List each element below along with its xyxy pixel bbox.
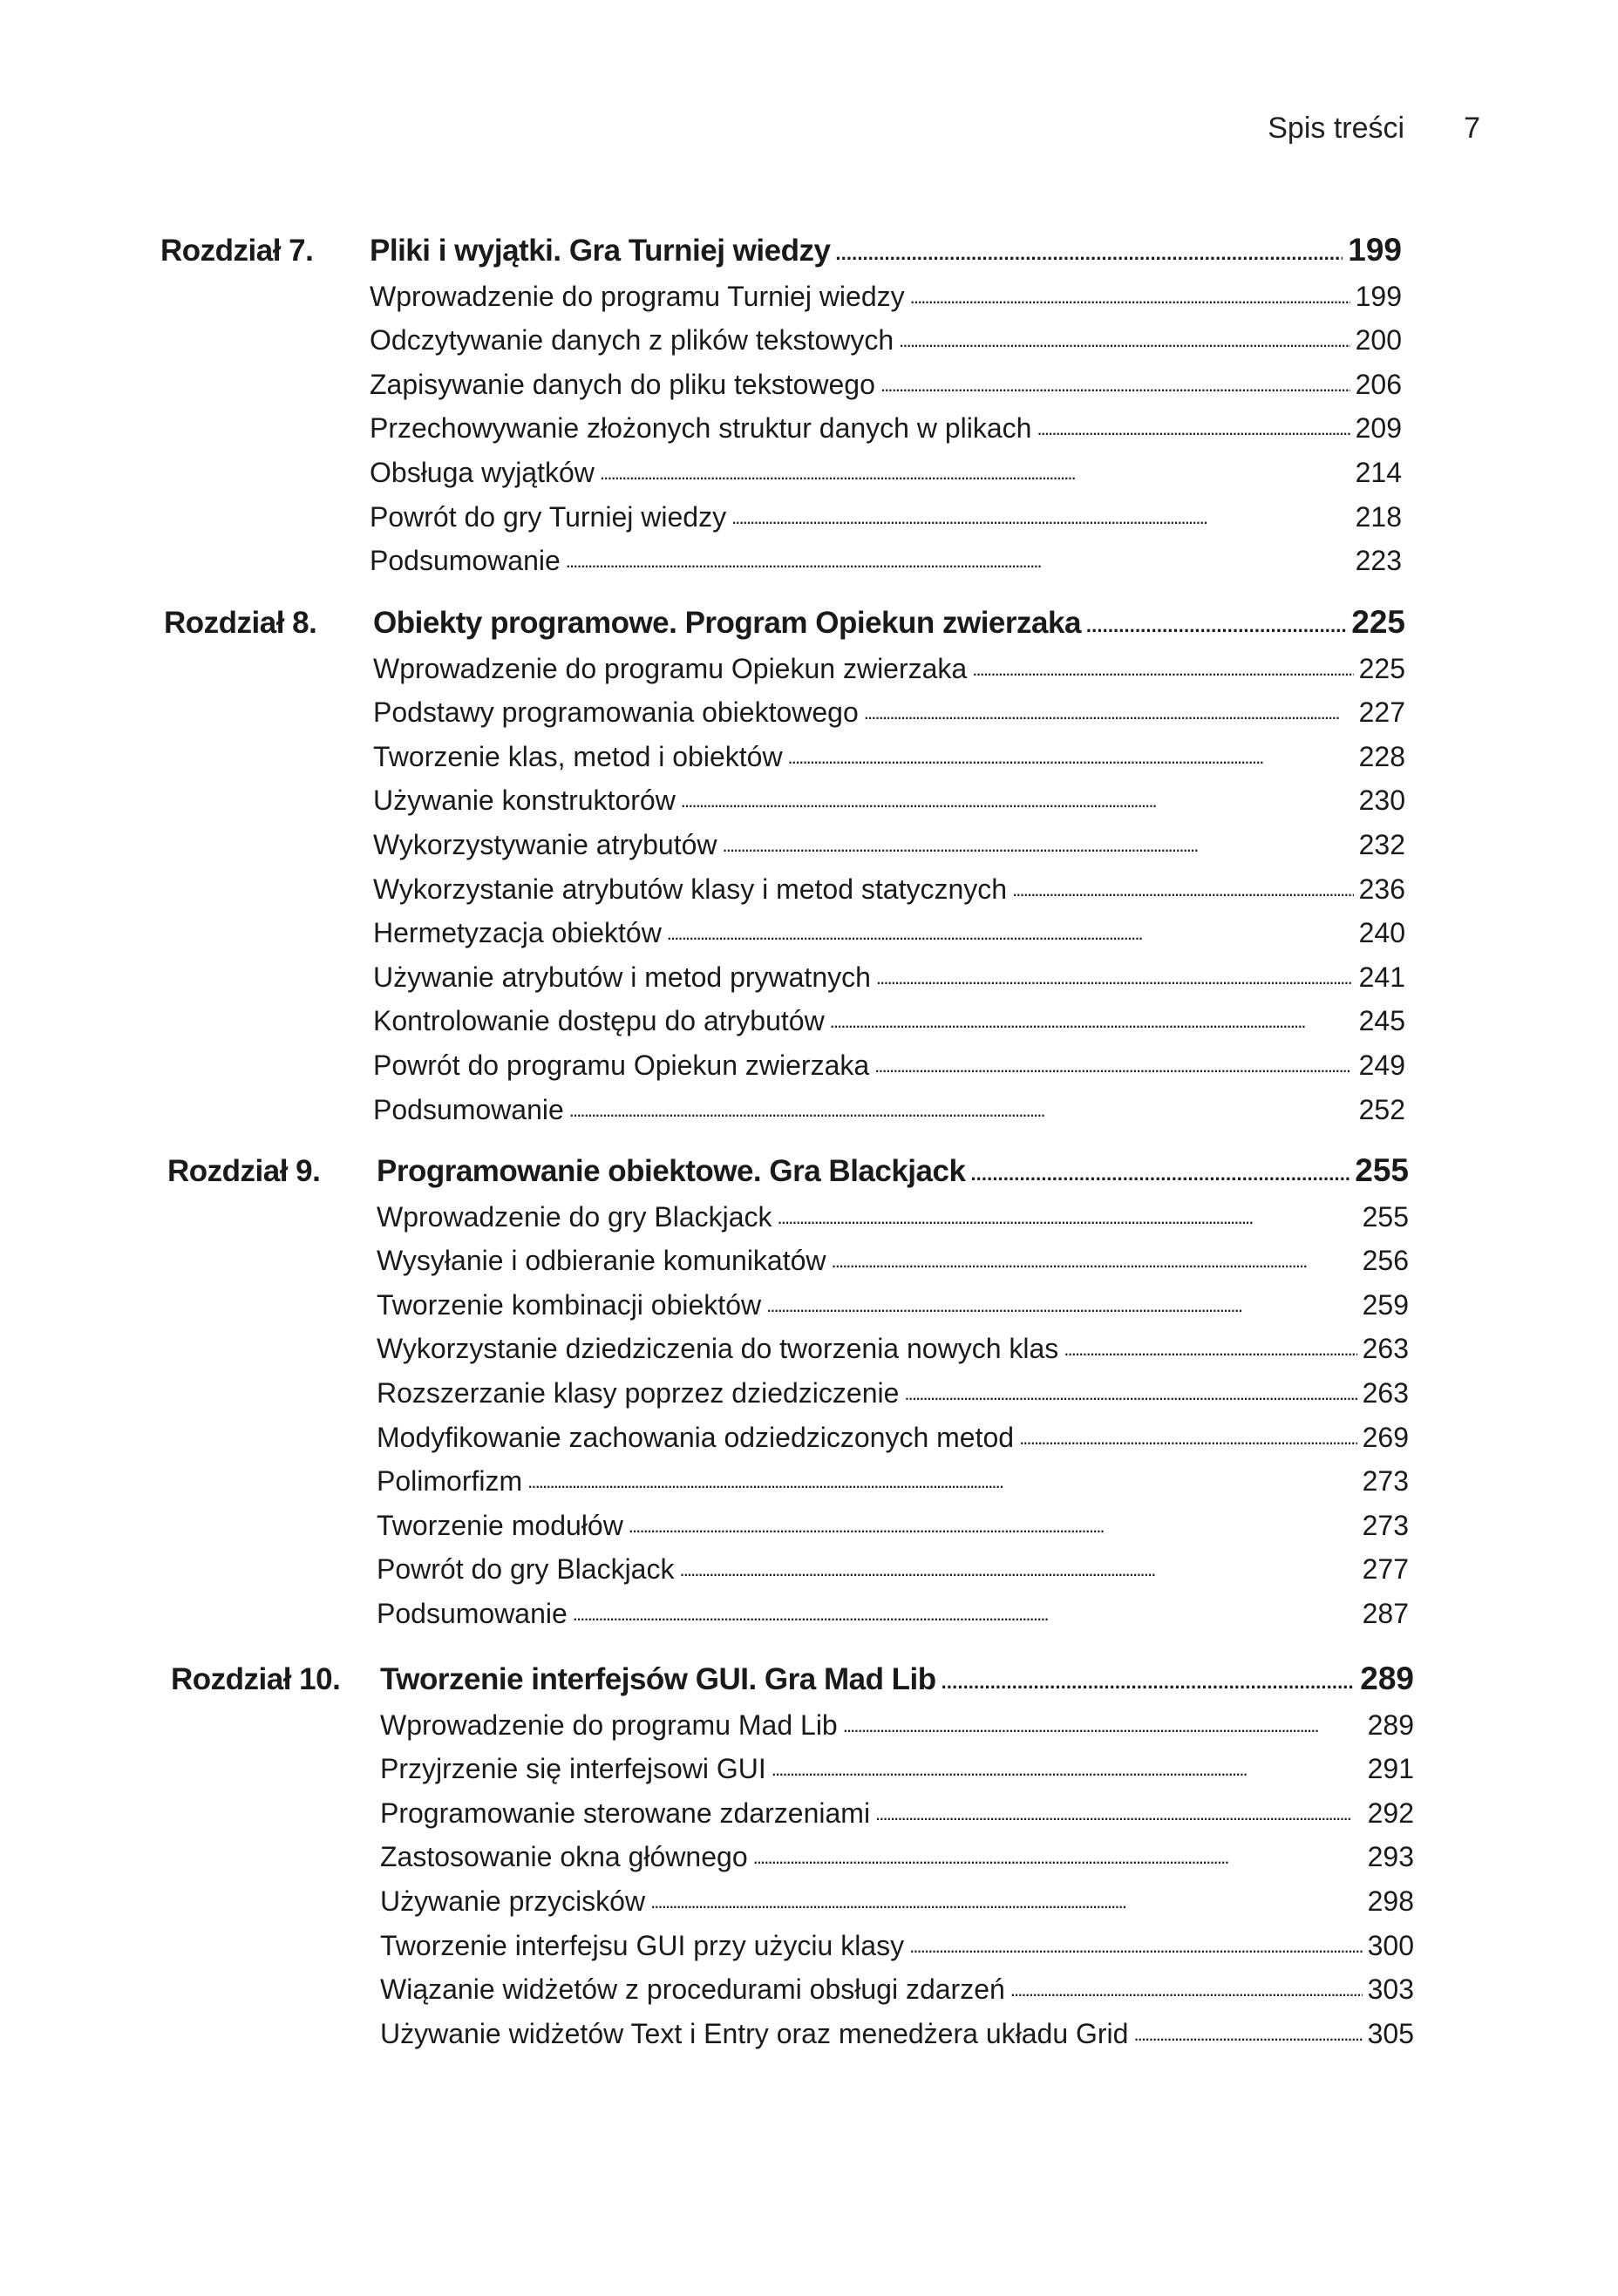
toc-chapter: [164, 592, 1405, 1126]
entry-title: Zastosowanie okna głównego: [380, 1841, 748, 1873]
toc-entry[interactable]: [377, 1365, 1409, 1410]
toc-chapter: [167, 1140, 1409, 1630]
toc-entry[interactable]: [377, 1498, 1409, 1542]
chapter-page: 225: [1351, 604, 1405, 640]
toc-entry[interactable]: [380, 1785, 1414, 1830]
chapter-label: Rozdział 9.: [167, 1154, 321, 1188]
dot-leader: [566, 544, 1350, 577]
toc-entry[interactable]: [377, 1321, 1409, 1366]
entry-page: 230: [1358, 785, 1405, 817]
toc-entry[interactable]: [370, 268, 1402, 313]
entry-page: 255: [1362, 1200, 1409, 1233]
chapter-label: Rozdział 7.: [160, 234, 314, 268]
entry-page: 236: [1358, 873, 1405, 905]
chapter-title: Programowanie obiektowe. Gra Blackjack: [377, 1154, 966, 1188]
toc-entry[interactable]: [373, 685, 1405, 730]
entry-page: 228: [1358, 740, 1405, 772]
entry-title: Używanie przycisków: [380, 1885, 646, 1917]
entry-page: 292: [1367, 1797, 1414, 1829]
entry-page: 252: [1358, 1093, 1405, 1125]
running-header: [1268, 112, 1480, 146]
entry-page: 269: [1362, 1421, 1409, 1453]
toc-entry[interactable]: [377, 1277, 1409, 1321]
entry-title: Podsumowanie: [370, 545, 561, 577]
toc-entry[interactable]: [380, 1918, 1414, 1962]
toc-entry[interactable]: [373, 949, 1405, 994]
toc-entry[interactable]: [373, 817, 1405, 861]
entry-title: Wykorzystanie dziedziczenia do tworzenia nowych klas: [377, 1333, 1059, 1365]
dot-leader: [1010, 1973, 1363, 2006]
toc-entry[interactable]: [380, 1962, 1414, 2007]
dot-leader: [731, 500, 1350, 533]
dot-leader: [874, 1049, 1353, 1082]
chapter-label: Rozdział 10.: [171, 1662, 341, 1696]
dot-leader: [1133, 2017, 1362, 2050]
entry-title: Wprowadzenie do programu Mad Lib: [380, 1708, 838, 1741]
dot-leader: [723, 828, 1354, 861]
toc-chapter: [171, 1648, 1414, 2050]
entry-title: Rozszerzanie klasy poprzez dziedziczenie: [377, 1376, 900, 1409]
toc-entry[interactable]: [373, 994, 1405, 1038]
dot-leader: [909, 1929, 1363, 1962]
toc-entry[interactable]: [377, 1542, 1409, 1586]
entry-title: Wprowadzenie do gry Blackjack: [377, 1200, 772, 1233]
entry-title: Podstawy programowania obiektowego: [373, 696, 859, 729]
chapter-heading[interactable]: [160, 220, 1402, 268]
dot-leader: [880, 368, 1350, 401]
entry-title: Używanie atrybutów i metod prywatnych: [373, 961, 871, 993]
entry-page: 227: [1358, 696, 1405, 729]
entry-page: 256: [1362, 1245, 1409, 1277]
dot-leader: [1037, 411, 1349, 445]
entry-title: Używanie konstruktorów: [373, 785, 676, 817]
toc-entry[interactable]: [377, 1410, 1409, 1454]
toc-entry[interactable]: [377, 1454, 1409, 1498]
entry-page: 225: [1358, 652, 1405, 684]
toc-entry[interactable]: [373, 861, 1405, 906]
dot-leader: [1064, 1332, 1356, 1365]
entry-title: Powrót do gry Turniej wiedzy: [370, 500, 727, 533]
toc-entry[interactable]: [373, 906, 1405, 950]
dot-leader: [830, 1004, 1354, 1037]
entry-page: 273: [1362, 1509, 1409, 1541]
dot-leader: [681, 784, 1354, 817]
dot-leader: [1086, 616, 1346, 641]
chapter-page: 255: [1355, 1152, 1409, 1188]
dot-leader: [778, 1200, 1357, 1233]
entry-title: Zapisywanie danych do pliku tekstowego: [370, 368, 875, 400]
entry-page: 259: [1362, 1288, 1409, 1321]
entry-page: 305: [1367, 2017, 1414, 2049]
chapter-title: Obiekty programowe. Program Opiekun zwierzaka: [373, 606, 1081, 640]
entry-title: Programowanie sterowane zdarzeniami: [380, 1797, 871, 1829]
entry-page: 240: [1358, 917, 1405, 949]
entry-page: 263: [1362, 1333, 1409, 1365]
dot-leader: [970, 1165, 1349, 1189]
toc-entry[interactable]: [373, 641, 1405, 685]
dot-leader: [942, 1673, 1356, 1697]
toc-entry[interactable]: [373, 773, 1405, 818]
dot-leader: [1012, 873, 1354, 906]
chapter-title: Pliki i wyjątki. Gra Turniej wiedzy: [370, 234, 831, 268]
dot-leader: [832, 1244, 1357, 1277]
entry-title: Polimorfizm: [377, 1465, 523, 1498]
chapter-heading[interactable]: [167, 1140, 1409, 1189]
dot-leader: [788, 740, 1354, 773]
dot-leader: [1019, 1421, 1357, 1454]
dot-leader: [876, 961, 1354, 994]
entry-title: Hermetyzacja obiektów: [373, 917, 662, 949]
entry-page: 223: [1355, 545, 1402, 577]
page-number: 7: [1464, 112, 1480, 145]
toc-entry[interactable]: [377, 1586, 1409, 1630]
toc-entry[interactable]: [370, 401, 1402, 445]
dot-leader: [650, 1885, 1363, 1918]
entry-title: Tworzenie klas, metod i obiektów: [373, 740, 783, 772]
entry-title: Podsumowanie: [373, 1093, 564, 1125]
entry-title: Tworzenie interfejsu GUI przy użyciu klasy: [380, 1929, 905, 1961]
entry-page: 303: [1367, 1973, 1414, 2006]
toc-entry[interactable]: [373, 1082, 1405, 1126]
toc-entry[interactable]: [380, 1742, 1414, 1786]
entry-page: 206: [1355, 368, 1402, 400]
toc-entry[interactable]: [373, 729, 1405, 773]
toc-entry[interactable]: [373, 1037, 1405, 1082]
chapter-heading[interactable]: [171, 1648, 1414, 1697]
chapter-title: Tworzenie interfejsów GUI. Gra Mad Lib: [380, 1662, 936, 1696]
entry-page: 209: [1355, 412, 1402, 445]
toc-entry[interactable]: [380, 2006, 1414, 2050]
section-title: Spis treści: [1268, 112, 1405, 145]
entry-page: 277: [1362, 1553, 1409, 1586]
toc-entry[interactable]: [370, 445, 1402, 489]
entry-title: Wprowadzenie do programu Turniej wiedzy: [370, 280, 905, 312]
entry-title: Wprowadzenie do programu Opiekun zwierzaka: [373, 652, 968, 684]
dot-leader: [772, 1752, 1363, 1785]
dot-leader: [835, 244, 1343, 268]
chapter-label: Rozdział 8.: [164, 606, 317, 640]
dot-leader: [910, 280, 1350, 313]
entry-page: 249: [1358, 1049, 1405, 1081]
dot-leader: [527, 1464, 1356, 1498]
entry-page: 273: [1362, 1465, 1409, 1498]
entry-page: 291: [1367, 1753, 1414, 1785]
entry-page: 199: [1355, 280, 1402, 312]
dot-leader: [843, 1708, 1363, 1742]
dot-leader: [899, 323, 1349, 357]
chapter-heading[interactable]: [164, 592, 1405, 641]
dot-leader: [875, 1797, 1363, 1830]
dot-leader: [600, 456, 1350, 489]
toc-entry[interactable]: [380, 1697, 1414, 1742]
dot-leader: [629, 1509, 1357, 1542]
toc-entry[interactable]: [380, 1873, 1414, 1918]
dot-leader: [573, 1597, 1357, 1630]
entry-page: 263: [1362, 1376, 1409, 1409]
dot-leader: [766, 1288, 1357, 1321]
chapter-page: 289: [1360, 1661, 1414, 1696]
entry-page: 293: [1367, 1841, 1414, 1873]
toc-entry[interactable]: [380, 1830, 1414, 1874]
dot-leader: [972, 652, 1353, 685]
entry-title: Odczytywanie danych z plików tekstowych: [370, 324, 894, 357]
entry-title: Wykorzystanie atrybutów klasy i metod statycznych: [373, 873, 1008, 905]
entry-title: Obsługa wyjątków: [370, 456, 595, 488]
dot-leader: [864, 696, 1354, 729]
entry-page: 214: [1355, 456, 1402, 488]
dot-leader: [904, 1376, 1356, 1410]
toc-entry[interactable]: [377, 1233, 1409, 1278]
toc-entry[interactable]: [370, 357, 1402, 401]
entry-page: 298: [1367, 1885, 1414, 1917]
entry-title: Wykorzystywanie atrybutów: [373, 828, 717, 860]
entry-page: 245: [1358, 1005, 1405, 1037]
entry-page: 218: [1355, 500, 1402, 533]
dot-leader: [569, 1093, 1354, 1126]
entry-page: 200: [1355, 324, 1402, 357]
entry-title: Przyjrzenie się interfejsowi GUI: [380, 1753, 766, 1785]
entry-page: 287: [1362, 1597, 1409, 1629]
entry-title: Wiązanie widżetów z procedurami obsługi zdarzeń: [380, 1973, 1005, 2006]
entry-title: Powrót do programu Opiekun zwierzaka: [373, 1049, 870, 1081]
entry-title: Powrót do gry Blackjack: [377, 1553, 675, 1586]
entry-title: Przechowywanie złożonych struktur danych w plikach: [370, 412, 1032, 445]
entry-page: 300: [1367, 1929, 1414, 1961]
entry-page: 241: [1358, 961, 1405, 993]
dot-leader: [679, 1552, 1356, 1586]
toc-entry[interactable]: [370, 313, 1402, 357]
toc-entry[interactable]: [377, 1189, 1409, 1233]
entry-page: 232: [1358, 828, 1405, 860]
chapter-page: 199: [1348, 232, 1402, 268]
entry-title: Używanie widżetów Text i Entry oraz menedżera układu Grid: [380, 2017, 1129, 2049]
entry-title: Modyfikowanie zachowania odziedziczonych metod: [377, 1421, 1015, 1453]
dot-leader: [667, 916, 1354, 949]
entry-page: 289: [1367, 1708, 1414, 1741]
toc-chapter: [160, 220, 1402, 577]
entry-title: Kontrolowanie dostępu do atrybutów: [373, 1005, 825, 1037]
toc-entry[interactable]: [370, 489, 1402, 533]
entry-title: Tworzenie modułów: [377, 1509, 623, 1541]
dot-leader: [753, 1840, 1363, 1873]
entry-title: Tworzenie kombinacji obiektów: [377, 1288, 762, 1321]
toc-entry[interactable]: [370, 533, 1402, 578]
entry-title: Podsumowanie: [377, 1597, 568, 1629]
entry-title: Wysyłanie i odbieranie komunikatów: [377, 1245, 826, 1277]
